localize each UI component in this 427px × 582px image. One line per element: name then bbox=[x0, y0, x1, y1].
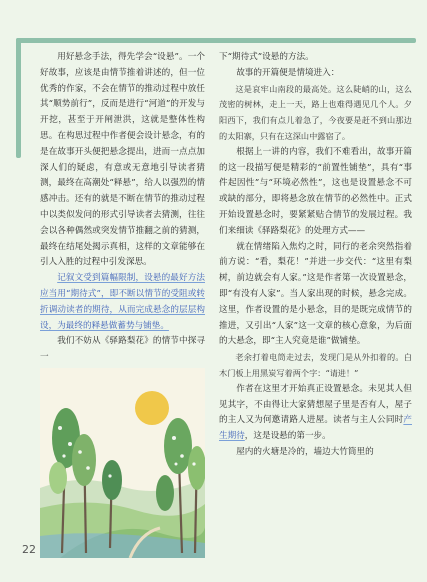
frame-top-bar bbox=[16, 38, 416, 43]
sun-icon bbox=[135, 391, 169, 425]
highlighted-paragraph: 记叙文受到篇幅限制，设悬的最好方法应当用“期待式”，即不断以情节的受阻或转折调动读者的期待，从而完成悬念的层层构设，为最终的释悬做蓄势与铺垫。 bbox=[40, 273, 205, 331]
right-column bbox=[219, 50, 412, 461]
frame-left-bar bbox=[16, 38, 21, 158]
quote-block-2: 老余打着电筒走过去，发现门是从外扣着的。白木门板上用黑炭写着两个字：“请进！” bbox=[219, 352, 412, 378]
right-paragraph-3: 根据上一讲的内容，我们不难看出，故事开篇的这一段描写便是精彩的“前置性铺垫”，具有“事件起因性”与“环境必然性”，这也是设置悬念不可或缺的部分，即将悬念放在情节的必然性中。正式开始设置悬念时，要紧紧贴合情节的发展过程。我们来细读《驿路梨花》的处理方式—— bbox=[219, 146, 412, 236]
right-paragraph-4: 就在情绪陷入焦灼之时，同行的老余突然指着前方说：“看，梨花！”并进一步交代：“这里有梨树，前边就会有人家。”这是作者第一次设置悬念，即“有没有人家”。当人家出现的时候，悬念完成。这里，作者设置的是小悬念，目的是既完成情节的推进，又引出“人家”这一文章的核心意象，为后面的大悬念，即“主人究竟是谁”做铺垫。 bbox=[219, 241, 412, 347]
right-paragraph-5 bbox=[219, 382, 412, 445]
right-paragraph-6: 屋内的火塘是冷的，墙边大竹筒里的 bbox=[236, 446, 374, 457]
left-column bbox=[40, 50, 205, 366]
right-paragraph-2: 故事的开篇便是情境进入： bbox=[236, 67, 340, 78]
highlighted-term: 产生期待 bbox=[219, 415, 412, 442]
quote-block-1: 这是哀牢山南段的最高处。这么陡峭的山，这么茂密的树林，走上一天，路上也难得遇见几个人。夕阳西下，我们有点儿着急了，今夜要是赶不到山那边的太阳寨，只有在这深山中露宿了。 bbox=[219, 83, 412, 141]
page-number: 22 bbox=[22, 543, 36, 556]
left-paragraph-1: 用好悬念手法，得先学会“设悬”。一个好故事，应该是由情节推着讲述的，但一位优秀的作家，不会在情节的推动过程中放任其“顺势前行”，反而是进行“河道”的开发与开挖，甚至于开闸泄洪，这就是整体性构思。在构思过程中作者便会设计悬念，有的是在故事开头便把悬念提出，进而一点点加深人们的疑虑，有意或无意地引导读者猜测，最终在高潮处“释悬”，给人以强烈的情感冲击。还有的就是不断在情节的推动过程中以类似发问的形式引导读者去猜测，往往会以各种偶然或突发情节推翻之前的猜测，最终在结尾处揭示真相，这样的文章能够在引人入胜的过程中引发深思。 bbox=[40, 52, 205, 268]
p5-before: 作者在这里才开始真正设置悬念。未见其人但见其字，不由得让大家猜想屋子里是否有人，屋子的主人又为何邀请路人进屋。读者与主人公同时 bbox=[219, 383, 412, 426]
pear-blossom-illustration bbox=[40, 368, 205, 558]
p5-after: ，这是设悬的第一步。 bbox=[244, 431, 331, 442]
right-paragraph-1: 下“期待式”设悬的方法。 bbox=[219, 52, 314, 62]
left-paragraph-3: 我们不妨从《驿路梨花》的情节中探寻一 bbox=[40, 336, 205, 363]
